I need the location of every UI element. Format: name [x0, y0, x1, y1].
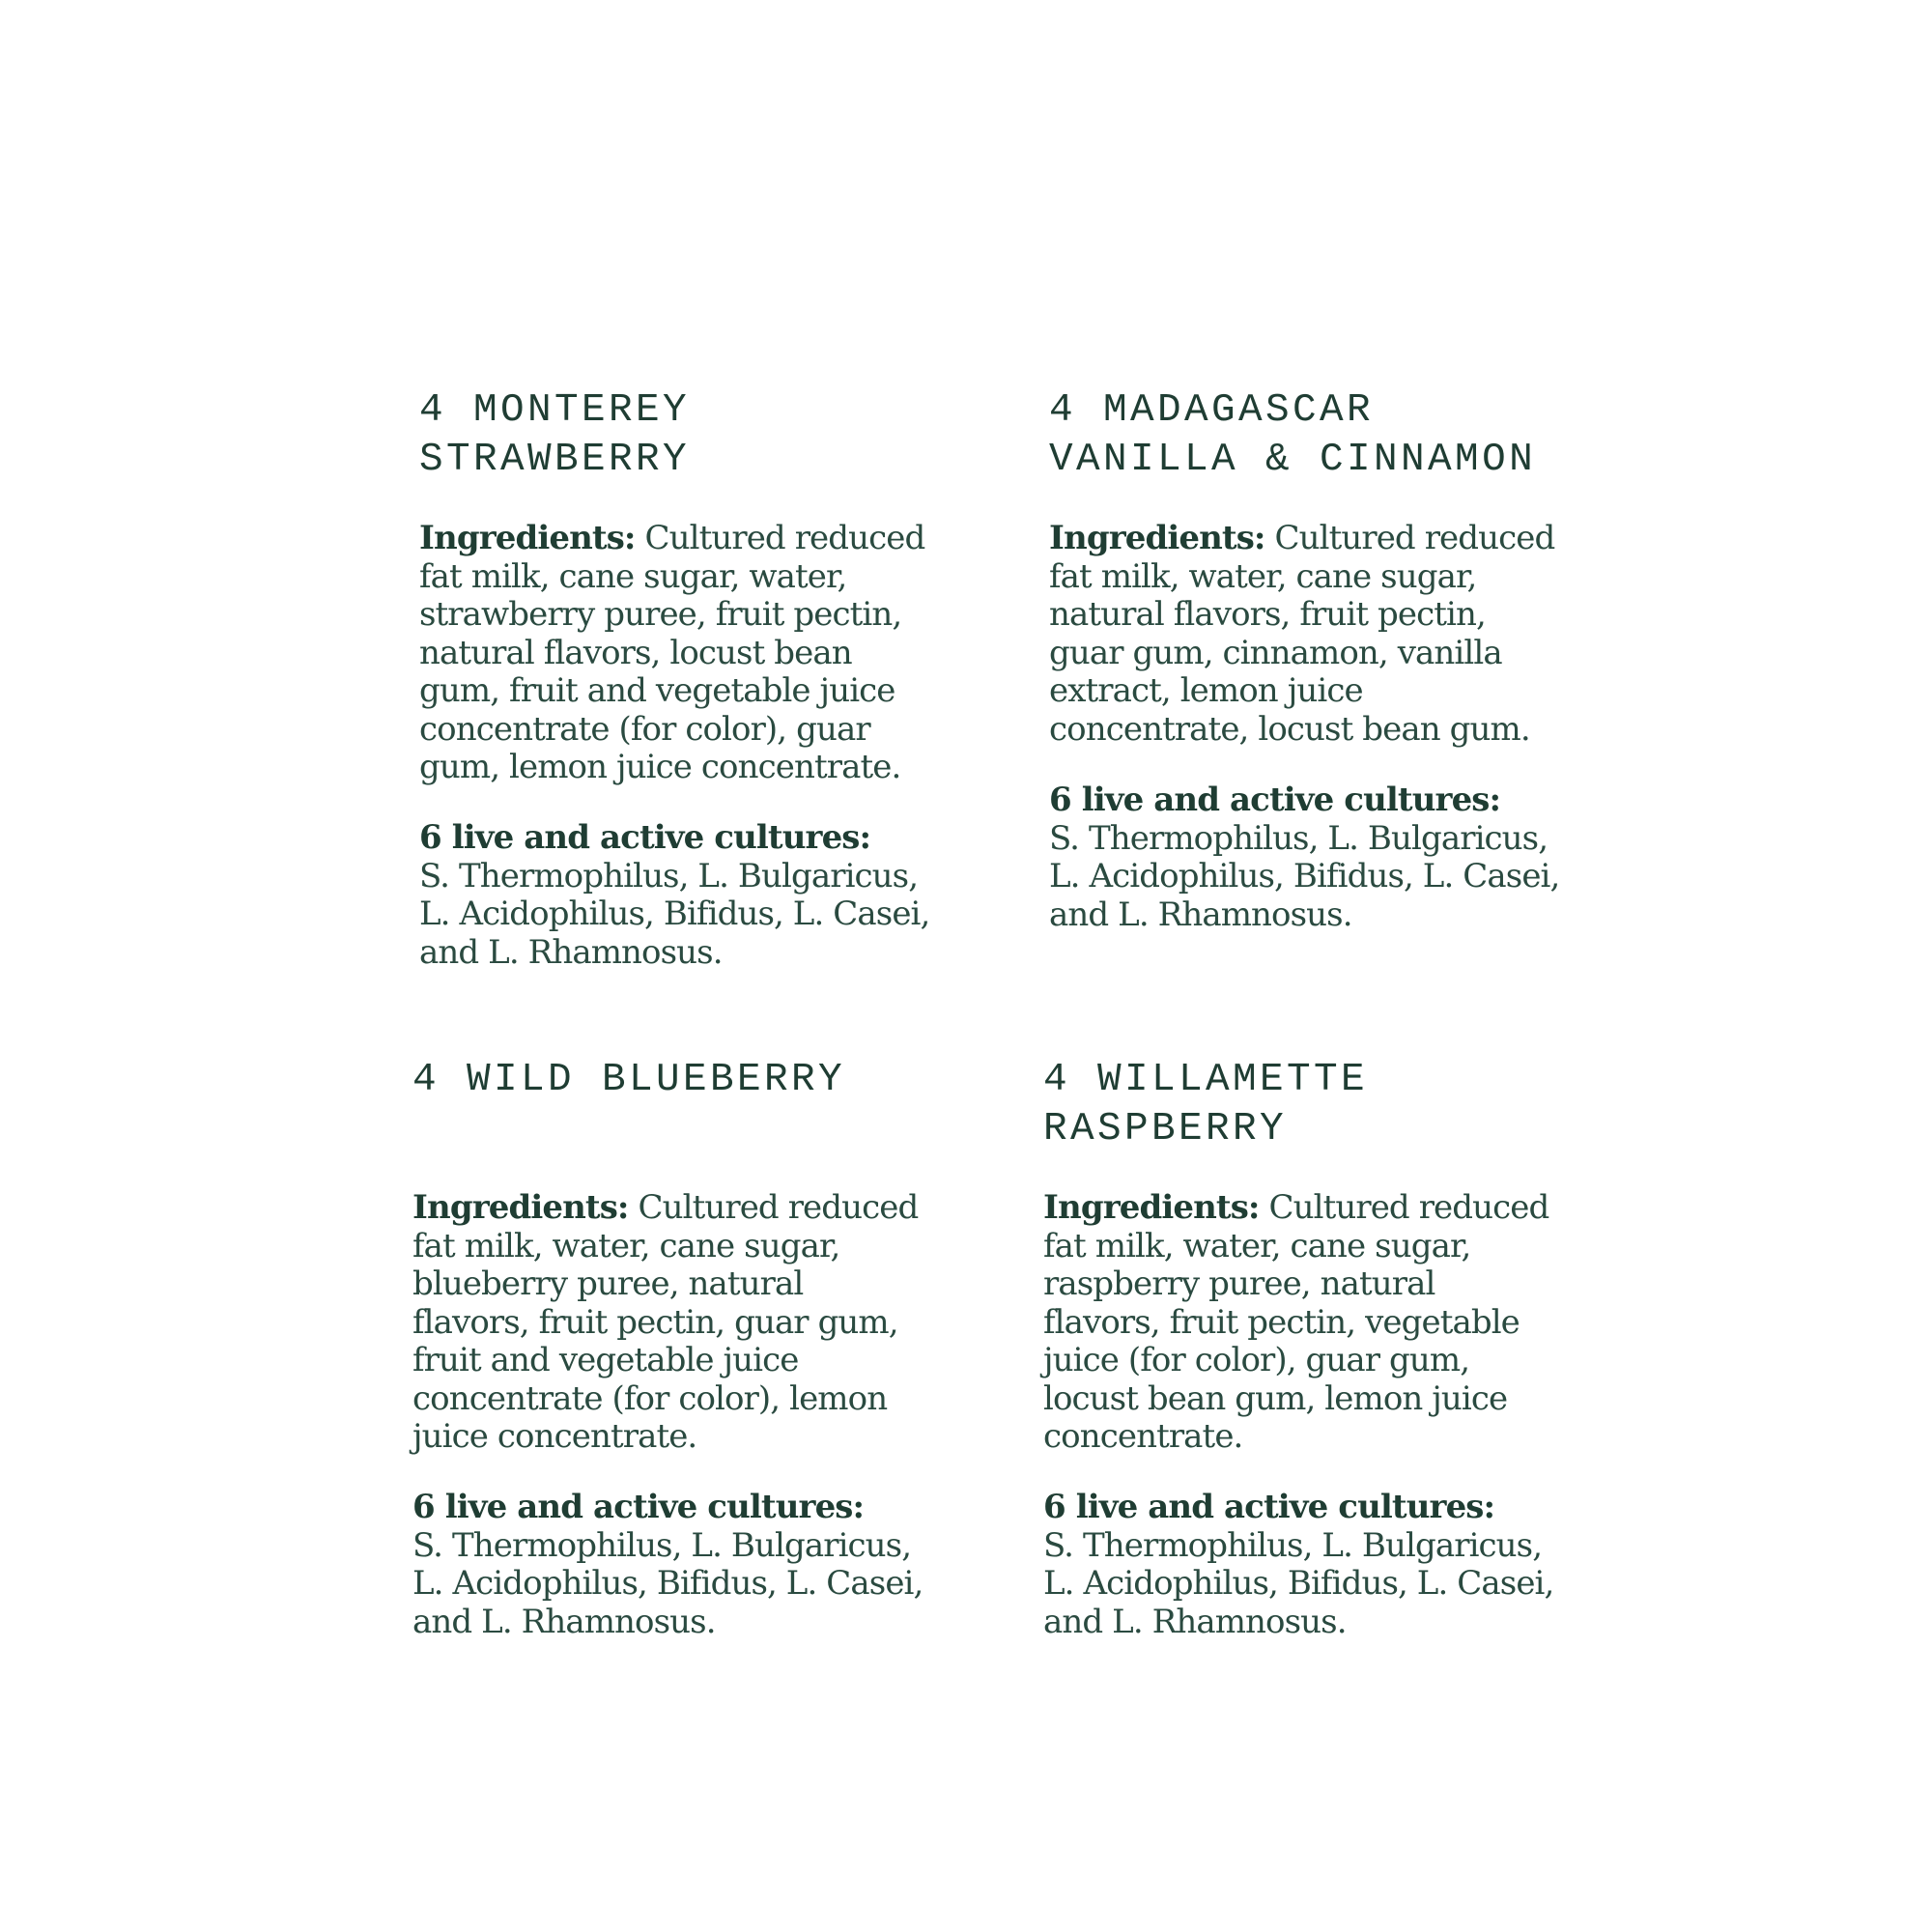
product-title: 4 WILD BLUEBERRY [412, 1058, 846, 1102]
ingredients-label: Ingredients: [412, 1188, 629, 1227]
ingredients-text [412, 1189, 918, 1457]
cultures-list: S. Thermophilus, L. Bulgaricus, L. Acidophilus, Bifidus, L. Casei, and L. Rhamnosus. [412, 1525, 923, 1641]
cultures-label: 6 live and active cultures: [1043, 1488, 1495, 1526]
ingredients-label: Ingredients: [1049, 519, 1265, 557]
cultures-list: S. Thermophilus, L. Bulgaricus, L. Acidophilus, Bifidus, L. Casei, and L. Rhamnosus. [1043, 1525, 1554, 1641]
cultures-text [419, 819, 929, 972]
ingredients-label: Ingredients: [419, 519, 636, 557]
ingredients-list: Cultured reduced fat milk, water, cane sugar, raspberry puree, natural flavors, fruit pectin, vegetable juice (for color), guar gum, locust bean gum, lemon juice concentrate. [1043, 1188, 1549, 1456]
product-title: 4 MADAGASCAR VANILLA & CINNAMON [1049, 388, 1537, 482]
cultures-list: S. Thermophilus, L. Bulgaricus, L. Acidophilus, Bifidus, L. Casei, and L. Rhamnosus. [419, 856, 930, 972]
ingredients-list: Cultured reduced fat milk, water, cane sugar, blueberry puree, natural flavors, fruit pectin, guar gum, fruit and vegetable juice concentrate (for color), lemon juice concentrate. [412, 1188, 919, 1456]
product-card-monterey-strawberry [419, 386, 941, 972]
cultures-label: 6 live and active cultures: [1049, 781, 1501, 819]
ingredients-text [1043, 1189, 1548, 1457]
ingredients-text [419, 520, 924, 787]
product-card-willamette-raspberry [1043, 1056, 1565, 1641]
ingredients-label: Ingredients: [1043, 1188, 1260, 1227]
product-card-wild-blueberry [412, 1056, 934, 1641]
ingredients-list: Cultured reduced fat milk, cane sugar, water, strawberry puree, fruit pectin, natural flavors, locust bean gum, fruit and vegetable juice concentrate (for color), guar gum, lemon juice concentrate. [419, 519, 925, 786]
product-card-madagascar-vanilla-cinnamon [1049, 386, 1571, 934]
ingredients-text [1049, 520, 1554, 749]
ingredients-list: Cultured reduced fat milk, water, cane sugar, natural flavors, fruit pectin, guar gum, cinnamon, vanilla extract, lemon juice concentrate, locust bean gum. [1049, 519, 1555, 749]
cultures-text [1049, 781, 1559, 934]
cultures-text [412, 1489, 923, 1641]
product-title: 4 MONTEREY STRAWBERRY [419, 388, 691, 482]
cultures-list: S. Thermophilus, L. Bulgaricus, L. Acidophilus, Bifidus, L. Casei, and L. Rhamnosus. [1049, 818, 1560, 934]
product-title: 4 WILLAMETTE RASPBERRY [1043, 1058, 1369, 1151]
cultures-label: 6 live and active cultures: [412, 1488, 865, 1526]
cultures-label: 6 live and active cultures: [419, 818, 871, 857]
cultures-text [1043, 1489, 1553, 1641]
